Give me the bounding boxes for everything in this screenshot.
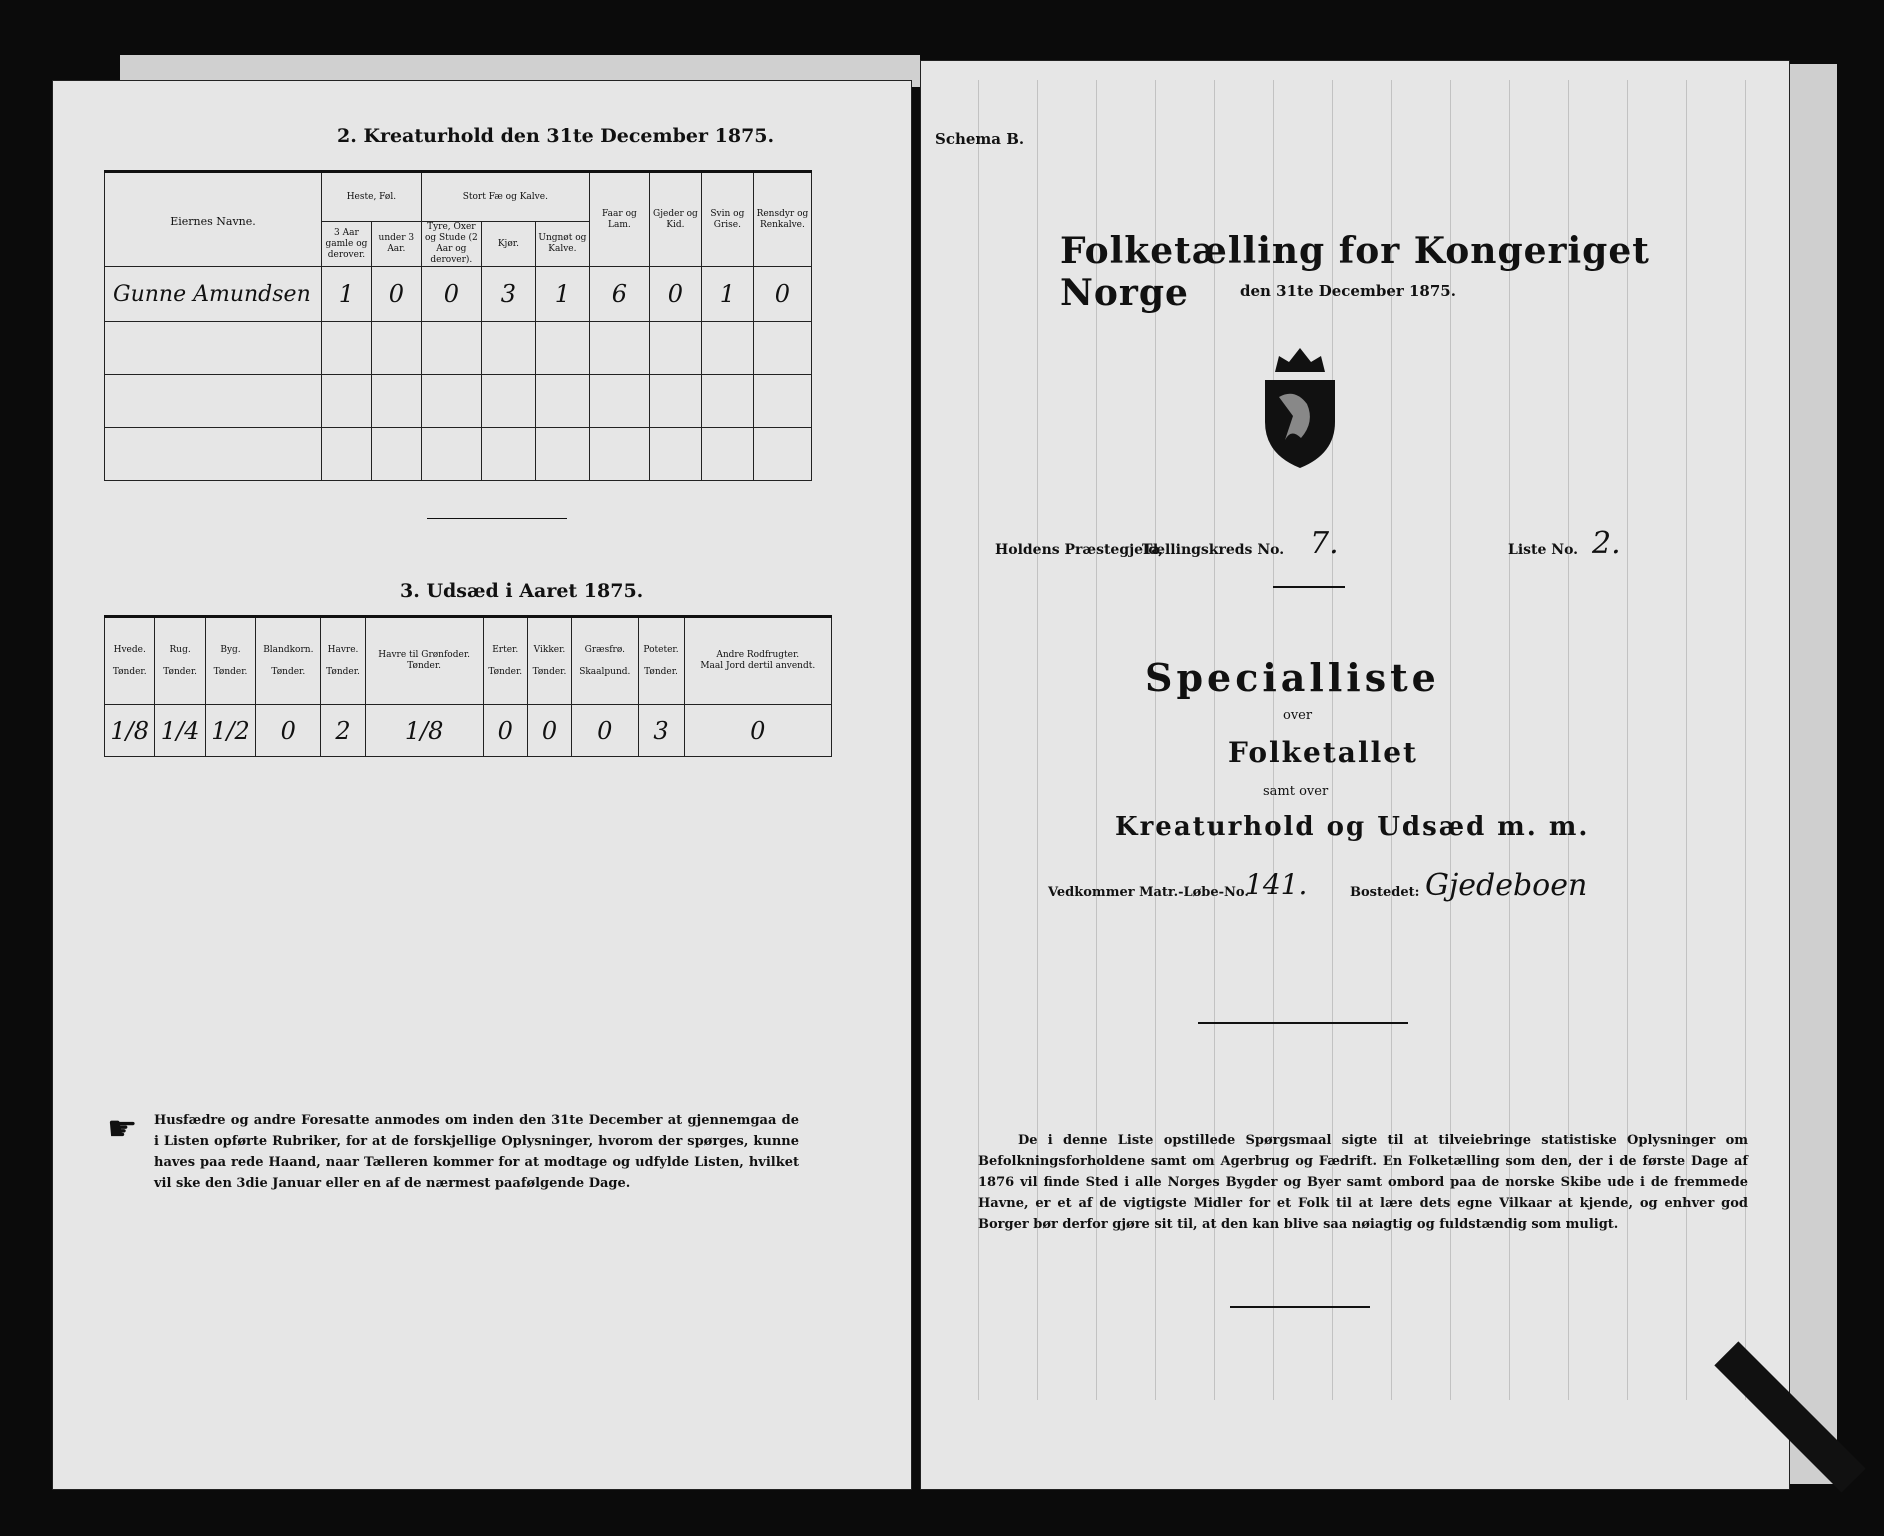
heste-sub1: 3 Aar gamle og derover. [321,222,371,267]
table-row [105,428,812,481]
over-text: over [1283,708,1313,723]
samt-over-text: samt over [1263,784,1329,799]
crops-table [104,615,832,757]
right-page [920,60,1790,1490]
table-cell: 1 [321,267,371,322]
table-cell: 3 [481,267,535,322]
left-page [52,80,912,1490]
owner-header: Eiernes Navne. [105,172,322,267]
table-cell: 0 [649,267,701,322]
owner-name: Gunne Amundsen [105,267,322,322]
schema-label: Schema B. [935,130,1025,148]
divider-rule [1198,1022,1408,1024]
crop-value: 2 [321,705,365,757]
section2-title: 2. Kreaturhold den 31te December 1875. [337,125,775,147]
specialliste-heading: Specialliste [1145,655,1440,700]
crop-value: 0 [256,705,321,757]
crop-header: Andre Rodfrugter. Maal Jord dertil anvendt. [684,617,831,705]
folketallet-heading: Folketallet [1228,736,1418,769]
heste-sub2: under 3 Aar. [371,222,421,267]
kreaturhold-heading: Kreaturhold og Udsæd m. m. [1115,812,1590,842]
prestegjeld-label: Holdens Præstegjeld, [995,542,1164,558]
faar-header: Faar og Lam. [589,172,649,267]
crop-header: Græsfrø. Skaalpund. [572,617,638,705]
crop-header: Havre til Grønfoder. Tønder. [365,617,483,705]
crop-value: 0 [483,705,527,757]
crop-value: 1/4 [155,705,205,757]
matr-label: Vedkommer Matr.-Løbe-No. [1048,885,1249,900]
notice-text: Husfædre og andre Foresatte anmodes om inden den 31te December at gjennemgaa de i Listen opførte Rubriker, for at de forskjellige Oplysninger, hvorom der spørges, kunne haves paa rede Haand, naar Tælleren kommer for at modtage og udfylde Listen, hvilket vil ske den 3die Januar eller en af de nærmest paafølgende Dage. [154,1113,799,1191]
svin-header: Svin og Grise. [701,172,753,267]
divider-rule [1230,1306,1370,1308]
stort-sub3: Ungnøt og Kalve. [535,222,589,267]
crop-value: 0 [684,705,831,757]
table-cell: 0 [371,267,421,322]
table-cell: 0 [753,267,811,322]
page-title: Folketælling for Kongeriget Norge [1060,230,1650,314]
table-row [105,375,812,428]
title-date: den 31te December 1875. [1240,282,1456,300]
crop-header: Rug. Tønder. [155,617,205,705]
coat-of-arms-icon [1255,342,1345,472]
liste-value: 2. [1592,526,1621,561]
gjeder-header: Gjeder og Kid. [649,172,701,267]
divider-rule [427,518,567,519]
crop-value: 1/8 [105,705,155,757]
stort-sub2: Kjør. [481,222,535,267]
table-row [105,267,812,322]
crop-header: Blandkorn. Tønder. [256,617,321,705]
crop-header: Vikker. Tønder. [527,617,571,705]
liste-label: Liste No. [1508,542,1579,558]
paper-stack-right [1785,64,1837,1484]
table-row [105,322,812,375]
kreds-value: 7. [1310,526,1339,561]
divider-rule [1273,586,1345,588]
table-row [105,705,832,757]
crop-value: 0 [527,705,571,757]
rensdyr-header: Rensdyr og Renkalve. [753,172,811,267]
crop-header: Hvede. Tønder. [105,617,155,705]
heste-header: Heste, Føl. [321,172,421,222]
crop-value: 1/2 [205,705,255,757]
crop-header: Erter. Tønder. [483,617,527,705]
livestock-table [104,170,812,481]
crop-value: 3 [638,705,684,757]
intro-paragraph: De i denne Liste opstillede Spørgsmaal sigte til at tilveiebringe statistiske Oplysninger om Befolkningsforholdene samt om Agerbrug og Fædrift. En Folketælling som den, der i de første Dage af 1876 vil finde Sted i alle Norges Bygder og Byer samt ombord paa de norske Skibe ude i de fremmede Havne, er et af de vigtigste Midler for et Folk til at lære dets egne Vilkaar at kjende, og enhver god Borger bør derfor gjøre sit til, at den kan blive saa nøiagtig og fuldstændig som muligt. [978,1133,1748,1232]
bosted-value: Gjedeboen [1425,868,1588,903]
pointing-hand-icon: ☛ [107,1109,138,1149]
crop-header: Havre. Tønder. [321,617,365,705]
crop-value: 0 [572,705,638,757]
table-cell: 1 [535,267,589,322]
kreds-label: Tællingskreds No. [1142,542,1285,558]
crop-header: Poteter. Tønder. [638,617,684,705]
matr-value: 141. [1245,868,1308,901]
table-cell: 6 [589,267,649,322]
crop-header: Byg. Tønder. [205,617,255,705]
crop-value: 1/8 [365,705,483,757]
section3-title: 3. Udsæd i Aaret 1875. [400,580,644,602]
stort-sub1: Tyre, Oxer og Stude (2 Aar og derover). [421,222,481,267]
table-cell: 1 [701,267,753,322]
stort-header: Stort Fæ og Kalve. [421,172,589,222]
bosted-label: Bostedet: [1350,885,1420,900]
table-cell: 0 [421,267,481,322]
